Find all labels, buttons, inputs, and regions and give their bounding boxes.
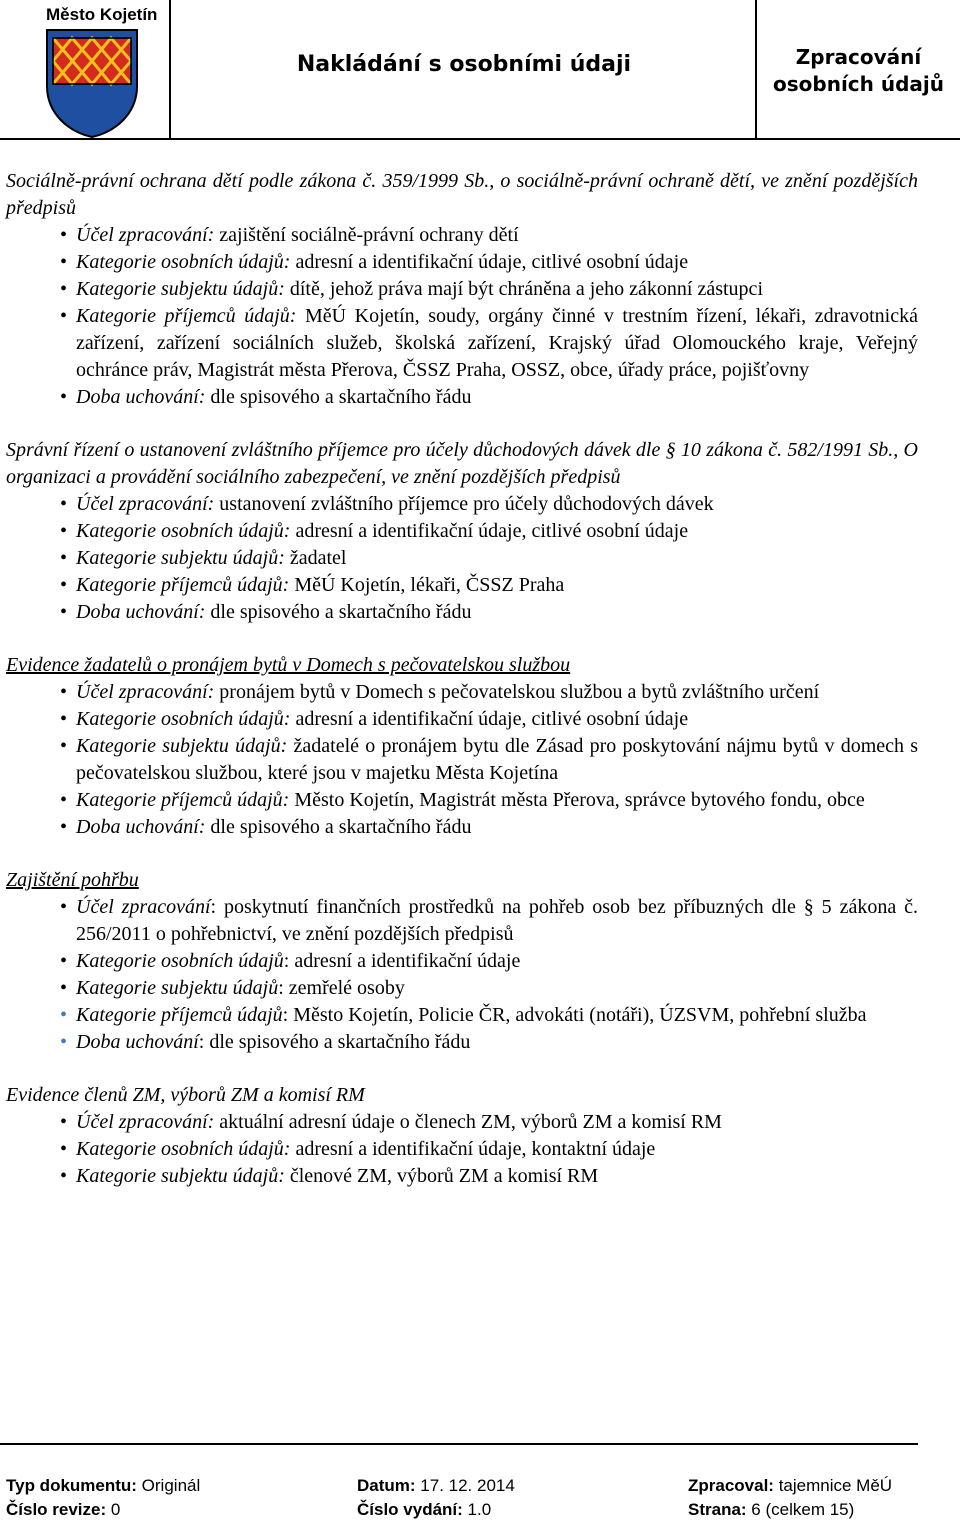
header-section-line1: Zpracování	[795, 45, 922, 69]
item-text: dítě, jehož práva mají být chráněna a jeho zákonní zástupci	[284, 278, 763, 300]
header-section-cell	[757, 0, 960, 139]
list-item	[76, 384, 918, 411]
doc-type-value: Originál	[136, 1476, 201, 1495]
list-item	[76, 679, 918, 706]
date-label: Datum:	[357, 1476, 416, 1495]
list-item	[76, 948, 918, 975]
item-label: Kategorie osobních údajů:	[76, 251, 291, 273]
section-title-text: Správní řízení o ustanovení zvláštního příjemce pro účely důchodových dávek dle § 10 zákona č. 582/1991 Sb., O organizaci a provádění sociálního zabezpečení, ve znění pozdějších předpisů	[6, 439, 918, 488]
item-text: adresní a identifikační údaje, citlivé osobní údaje	[290, 251, 689, 273]
list-item	[76, 1002, 918, 1029]
list-item	[76, 545, 918, 572]
section-list	[6, 679, 918, 841]
item-label: Kategorie osobních údajů:	[76, 708, 291, 730]
doc-issue	[357, 1498, 491, 1522]
list-item	[76, 975, 918, 1002]
item-label: Doba uchování:	[76, 816, 206, 838]
item-label: Kategorie osobních údajů	[76, 950, 284, 972]
doc-type-label: Typ dokumentu:	[6, 1476, 137, 1495]
list-item	[76, 222, 918, 249]
footer-row	[0, 1498, 960, 1522]
page-value: 6 (celkem 15)	[746, 1500, 855, 1519]
document-title: Nakládání s osobními údaji	[296, 52, 632, 77]
section-child-protection	[6, 168, 918, 411]
section-list	[6, 491, 918, 626]
issue-label: Číslo vydání:	[357, 1500, 463, 1519]
header-logo-cell	[0, 0, 171, 139]
item-label: Kategorie subjektu údajů:	[76, 1165, 285, 1187]
section-title	[6, 867, 918, 894]
section-council-members	[6, 1082, 918, 1190]
list-item	[76, 1109, 918, 1136]
section-special-recipient	[6, 437, 918, 626]
item-text: pronájem bytů v Domech s pečovatelskou službou a bytů zvláštního určení	[214, 681, 820, 703]
item-text: ustanovení zvláštního příjemce pro účely důchodových dávek	[214, 493, 714, 515]
document-body	[6, 168, 918, 1216]
doc-type	[6, 1474, 200, 1498]
item-label: Kategorie osobních údajů:	[76, 1138, 291, 1160]
list-item	[76, 894, 918, 948]
list-item	[76, 249, 918, 276]
section-list	[6, 222, 918, 411]
item-text: adresní a identifikační údaje, kontaktní údaje	[290, 1138, 656, 1160]
doc-date	[357, 1474, 515, 1498]
item-text: dle spisového a skartačního řádu	[205, 816, 472, 838]
revision-value: 0	[106, 1500, 121, 1519]
list-item	[76, 814, 918, 841]
item-label: Kategorie subjektu údajů	[76, 977, 279, 999]
item-text: zajištění sociálně-právní ochrany dětí	[214, 224, 519, 246]
list-item	[76, 706, 918, 733]
item-label: Kategorie subjektu údajů:	[76, 735, 288, 757]
item-label: Účel zpracování:	[76, 1111, 215, 1133]
section-title-text: Zajištění pohřbu	[6, 869, 139, 891]
list-item	[76, 787, 918, 814]
list-item	[76, 1163, 918, 1190]
revision-label: Číslo revize:	[6, 1500, 107, 1519]
item-label: Kategorie příjemců údajů	[76, 1004, 283, 1026]
item-text: : adresní a identifikační údaje	[283, 950, 521, 972]
section-funeral	[6, 867, 918, 1056]
section-care-housing	[6, 652, 918, 841]
header-section-title	[757, 44, 960, 98]
item-text: členové ZM, výborů ZM a komisí RM	[284, 1165, 599, 1187]
footer-divider	[0, 1443, 918, 1445]
prepared-label: Zpracoval:	[688, 1476, 774, 1495]
item-label: Kategorie subjektu údajů:	[76, 547, 285, 569]
item-text: : Město Kojetín, Policie ČR, advokáti (notáři), ÚZSVM, pohřební služba	[282, 1004, 867, 1026]
item-label: Účel zpracování	[76, 896, 211, 918]
item-text: : poskytnutí finančních prostředků na pohřeb osob bez příbuzných dle § 5 zákona č. 256/2011 o pohřebnictví, ve znění pozdějších předpisů	[76, 896, 918, 945]
item-label: Kategorie osobních údajů:	[76, 520, 291, 542]
section-title	[6, 652, 918, 679]
list-item	[76, 599, 918, 626]
item-text: aktuální adresní údaje o členech ZM, výborů ZM a komisí RM	[214, 1111, 722, 1133]
item-label: Kategorie subjektu údajů:	[76, 278, 285, 300]
item-text: : dle spisového a skartačního řádu	[198, 1031, 471, 1053]
section-title-text: Sociálně-právní ochrana dětí podle zákona č. 359/1999 Sb., o sociálně-právní ochraně dětí, ve znění pozdějších předpisů	[6, 170, 918, 219]
issue-value: 1.0	[462, 1500, 492, 1519]
doc-revision	[6, 1498, 120, 1522]
section-title-text: Evidence členů ZM, výborů ZM a komisí RM	[6, 1084, 365, 1106]
item-text: žadatel	[284, 547, 347, 569]
item-label: Účel zpracování:	[76, 493, 215, 515]
list-item	[76, 1029, 918, 1056]
list-item	[76, 733, 918, 787]
section-title	[6, 168, 918, 222]
city-name: Město Kojetín	[46, 5, 158, 24]
list-item	[76, 303, 918, 384]
list-item	[76, 276, 918, 303]
page-header	[0, 0, 960, 140]
section-title	[6, 437, 918, 491]
page-footer	[0, 1474, 960, 1522]
item-label: Doba uchování:	[76, 386, 206, 408]
list-item	[76, 572, 918, 599]
city-crest-icon	[45, 28, 139, 138]
item-label: Doba uchování	[76, 1031, 199, 1053]
item-label: Kategorie příjemců údajů:	[76, 305, 297, 327]
item-text: dle spisového a skartačního řádu	[205, 386, 472, 408]
item-text: dle spisového a skartačního řádu	[205, 601, 472, 623]
header-section-line2: osobních údajů	[773, 72, 944, 96]
item-text: : zemřelé osoby	[278, 977, 405, 999]
page-number	[688, 1498, 854, 1522]
section-title-text: Evidence žadatelů o pronájem bytů v Domech s pečovatelskou službou	[6, 654, 571, 676]
item-text: Město Kojetín, Magistrát města Přerova, správce bytového fondu, obce	[289, 789, 865, 811]
item-label: Kategorie příjemců údajů:	[76, 789, 290, 811]
prepared-value: tajemnice MěÚ	[773, 1476, 893, 1495]
item-text: MěÚ Kojetín, soudy, orgány činné v trestním řízení, lékaři, zdravotnická zařízení, zařízení sociálních služeb, školská zařízení, Krajský úřad Olomouckého kraje, Veřejný ochránce práv, Magistrát města Přerova, ČSSZ Praha, OSSZ, obce, úřady práce, pojišťovny	[76, 305, 918, 381]
list-item	[76, 1136, 918, 1163]
item-text: adresní a identifikační údaje, citlivé osobní údaje	[290, 708, 689, 730]
section-list	[6, 894, 918, 1056]
header-title-cell	[171, 0, 757, 139]
item-text: adresní a identifikační údaje, citlivé osobní údaje	[290, 520, 689, 542]
section-title	[6, 1082, 918, 1109]
list-item	[76, 491, 918, 518]
list-item	[76, 518, 918, 545]
item-label: Kategorie příjemců údajů:	[76, 574, 290, 596]
page-label: Strana:	[688, 1500, 747, 1519]
item-label: Účel zpracování:	[76, 224, 215, 246]
doc-author	[688, 1474, 892, 1498]
item-label: Doba uchování:	[76, 601, 206, 623]
header-bottom-border	[0, 138, 960, 140]
section-list	[6, 1109, 918, 1190]
item-label: Účel zpracování:	[76, 681, 215, 703]
footer-row	[0, 1474, 960, 1498]
item-text: žadatelé o pronájem bytu dle Zásad pro poskytování nájmu bytů v domech s pečovatelskou službou, které jsou v majetku Města Kojetína	[76, 735, 919, 784]
item-text: MěÚ Kojetín, lékaři, ČSSZ Praha	[289, 574, 565, 596]
date-value: 17. 12. 2014	[415, 1476, 515, 1495]
